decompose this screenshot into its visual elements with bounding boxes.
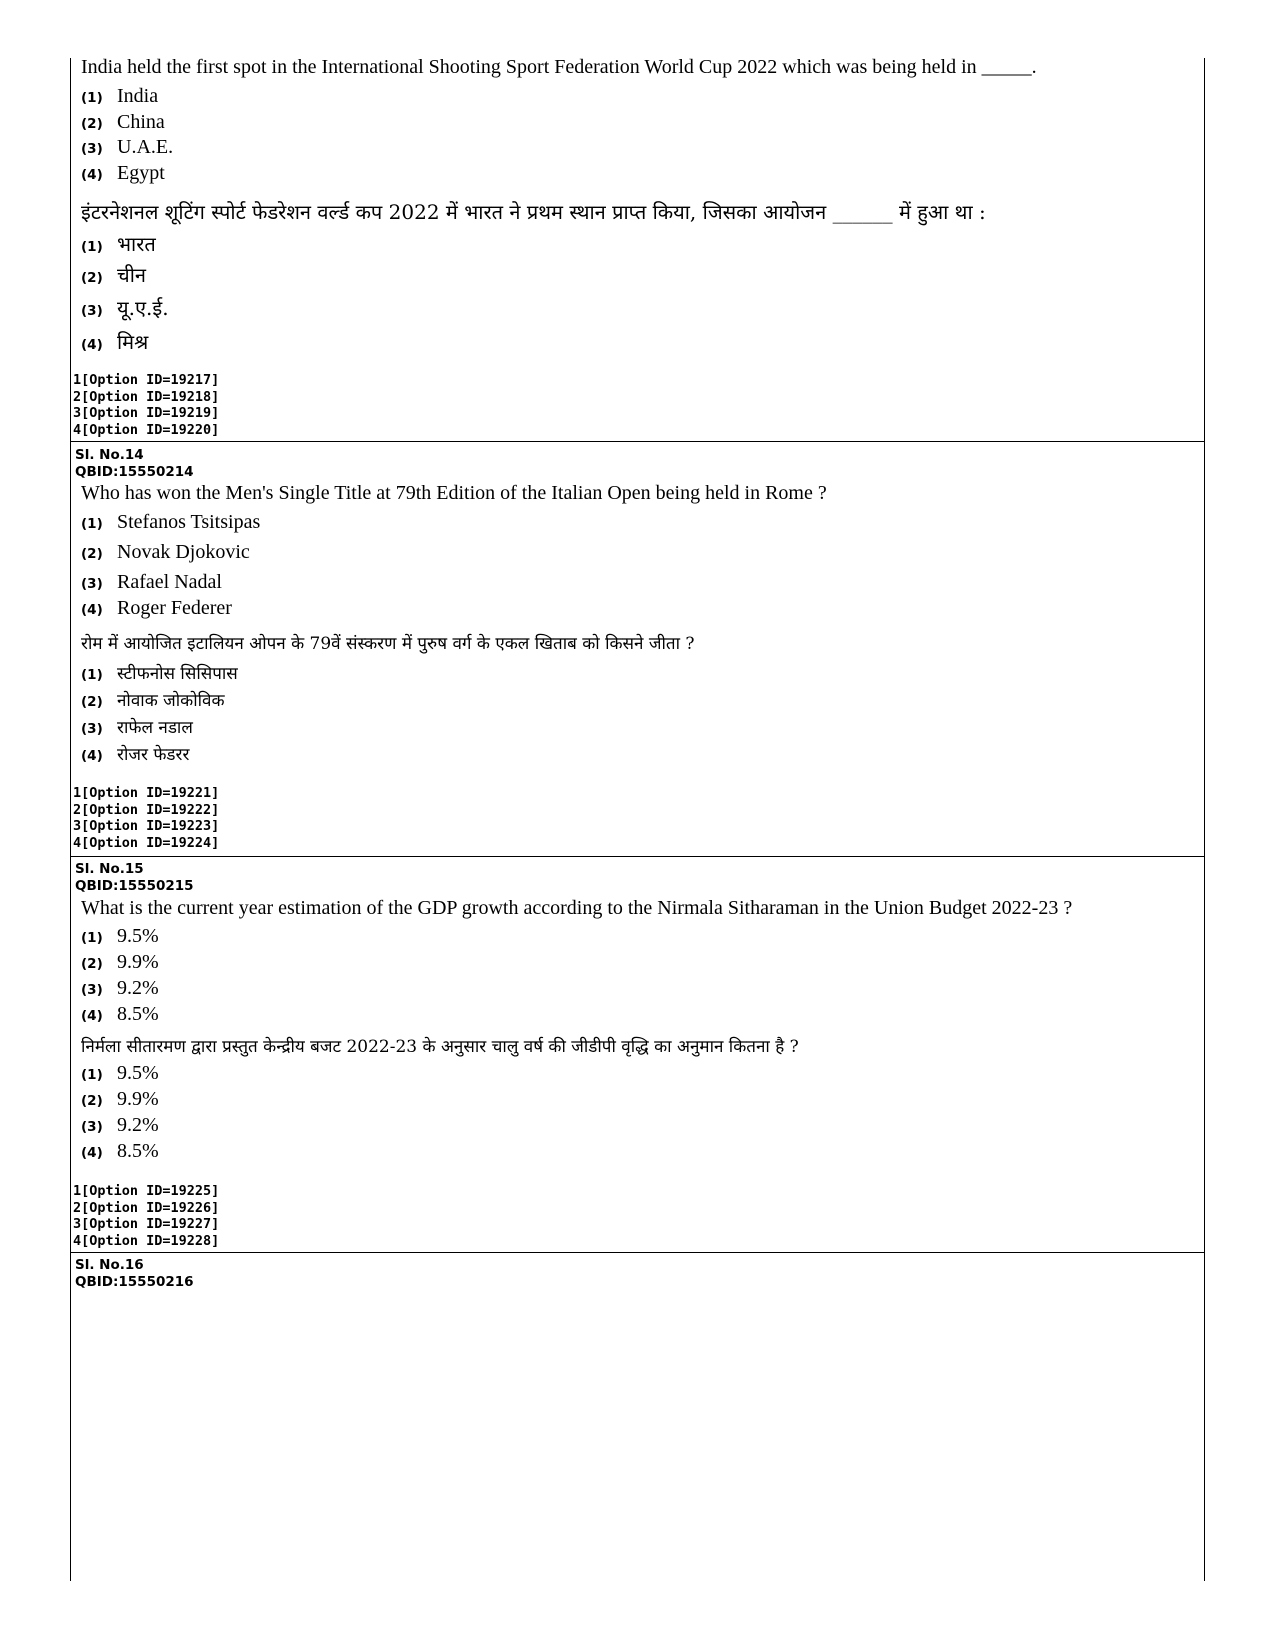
divider: [71, 856, 1204, 857]
q15-option-ids: 1[Option ID=19225] 2[Option ID=19226] 3[Option ID=19227] 4[Option ID=19228]: [73, 1183, 220, 1249]
q14-option-1-en[interactable]: (1) Stefanos Tsitsipas: [81, 511, 261, 533]
question-15: [71, 861, 1204, 1249]
q13-option-3-hi[interactable]: (3) यू.ए.ई.: [81, 296, 169, 320]
q13-option-4-en[interactable]: (4) Egypt: [81, 162, 165, 184]
question-14-text-en: Who has won the Men's Single Title at 79th Edition of the Italian Open being held in Rome ?: [81, 482, 827, 504]
q14-option-2-hi[interactable]: (2) नोवाक जोकोविक: [81, 691, 225, 711]
q14-option-4-en[interactable]: (4) Roger Federer: [81, 597, 232, 619]
q15-option-4-hi[interactable]: (4) 8.5%: [81, 1140, 159, 1162]
question-13-text-en: India held the first spot in the International Shooting Sport Federation World Cup 2022 which was being held in _____.: [81, 56, 1037, 78]
q13-option-2-hi[interactable]: (2) चीन: [81, 263, 146, 287]
question-15-text-hi: निर्मला सीतारमण द्वारा प्रस्तुत केन्द्रीय बजट 2022-23 के अनुसार चालु वर्ष की जीडीपी वृद्धि का अनुमान कितना है ?: [81, 1037, 799, 1057]
page-frame: [70, 58, 1205, 1581]
qbid: QBID:15550216: [75, 1274, 194, 1290]
q14-option-3-hi[interactable]: (3) राफेल नडाल: [81, 718, 193, 738]
question-13-text-hi: इंटरनेशनल शूटिंग स्पोर्ट फेडरेशन वर्ल्ड कप 2022 में भारत ने प्रथम स्थान प्राप्त किया, जिसका आयोजन ______ में हुआ था :: [81, 200, 986, 224]
q14-option-1-hi[interactable]: (1) स्टीफनोस सिसिपास: [81, 664, 238, 684]
q15-option-2-hi[interactable]: (2) 9.9%: [81, 1088, 159, 1110]
question-15-text-en: What is the current year estimation of the GDP growth according to the Nirmala Sitharaman in the Union Budget 2022-23 ?: [81, 897, 1073, 919]
q15-option-4-en[interactable]: (4) 8.5%: [81, 1003, 159, 1025]
divider: [71, 441, 1204, 442]
q15-option-1-en[interactable]: (1) 9.5%: [81, 925, 159, 947]
question-14: [71, 447, 1204, 851]
divider: [71, 1252, 1204, 1253]
serial-number: Sl. No.16: [75, 1257, 144, 1273]
q14-option-ids: 1[Option ID=19221] 2[Option ID=19222] 3[Option ID=19223] 4[Option ID=19224]: [73, 785, 220, 851]
question-14-text-hi: रोम में आयोजित इटालियन ओपन के 79वें संस्करण में पुरुष वर्ग के एकल खिताब को किसने जीता ?: [81, 634, 695, 654]
q14-option-3-en[interactable]: (3) Rafael Nadal: [81, 571, 222, 593]
q13-option-4-hi[interactable]: (4) मिश्र: [81, 330, 149, 354]
q13-option-2-en[interactable]: (2) China: [81, 111, 165, 133]
serial-number: Sl. No.14: [75, 447, 144, 463]
q15-option-1-hi[interactable]: (1) 9.5%: [81, 1062, 159, 1084]
q15-option-2-en[interactable]: (2) 9.9%: [81, 951, 159, 973]
q14-option-4-hi[interactable]: (4) रोजर फेडरर: [81, 745, 190, 765]
question-16: [71, 1257, 1204, 1291]
q14-option-2-en[interactable]: (2) Novak Djokovic: [81, 541, 250, 563]
qbid: QBID:15550215: [75, 878, 194, 894]
q13-option-1-en[interactable]: (1) India: [81, 85, 159, 107]
q13-option-1-hi[interactable]: (1) भारत: [81, 232, 156, 256]
q13-option-3-en[interactable]: (3) U.A.E.: [81, 136, 174, 158]
serial-number: Sl. No.15: [75, 861, 144, 877]
q13-option-ids: 1[Option ID=19217] 2[Option ID=19218] 3[Option ID=19219] 4[Option ID=19220]: [73, 372, 220, 438]
qbid: QBID:15550214: [75, 464, 194, 480]
q15-option-3-hi[interactable]: (3) 9.2%: [81, 1114, 159, 1136]
q15-option-3-en[interactable]: (3) 9.2%: [81, 977, 159, 999]
